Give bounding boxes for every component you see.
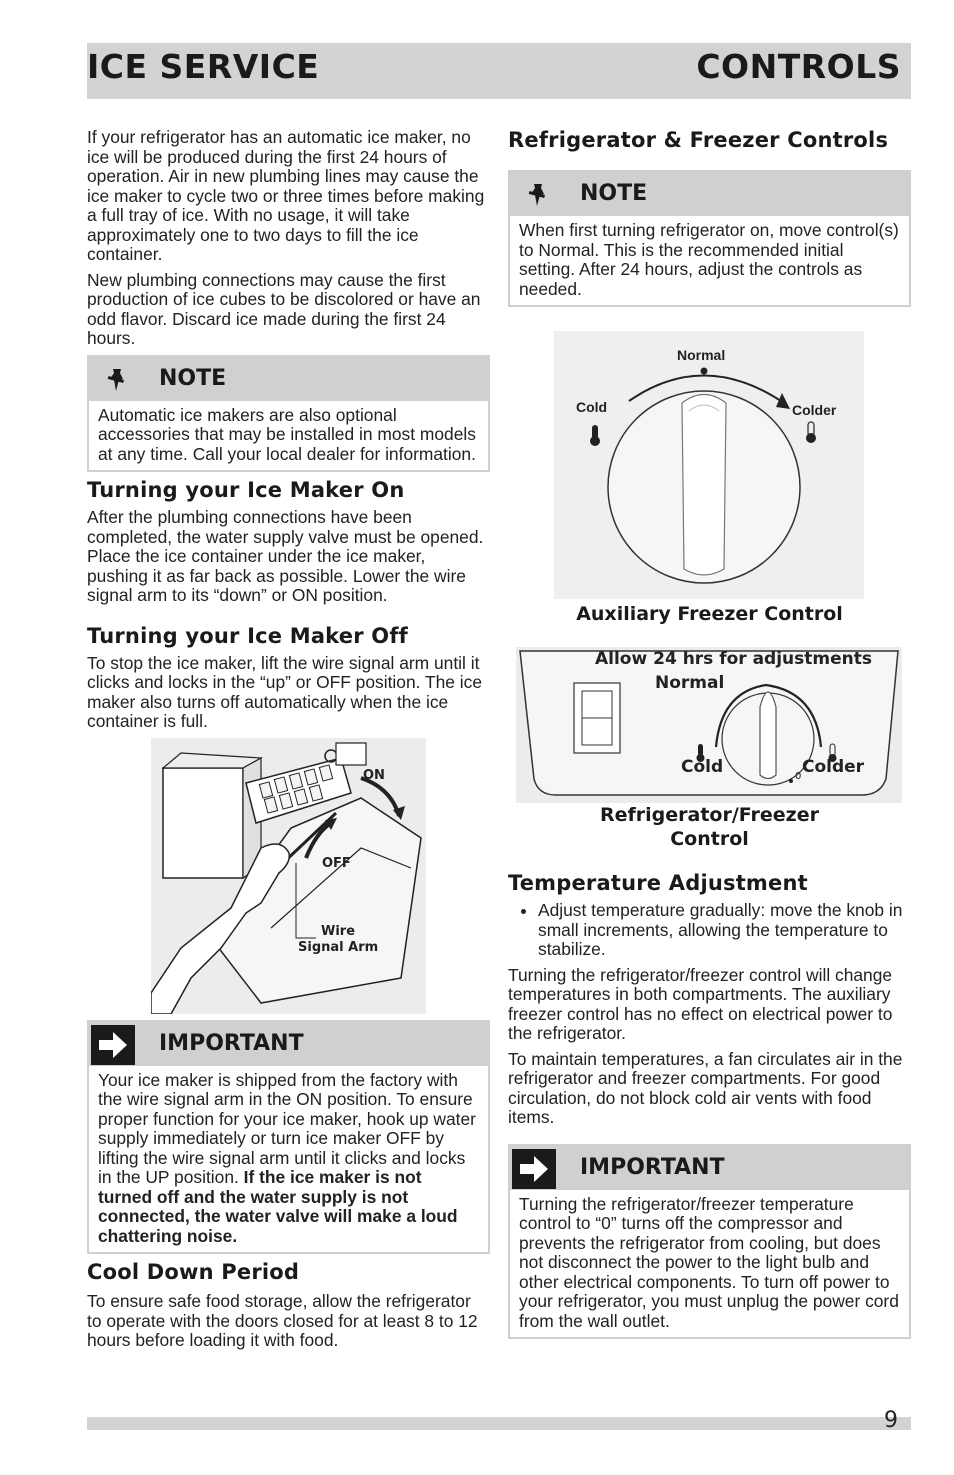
wire-label: Wire bbox=[321, 923, 356, 939]
intro-paragraph-1: If your refrigerator has an automatic ice maker, no ice will be produced during the first 24 hours of operation. Air in new plumbing lines may cause the ice maker to cycle two or three times before making a full tray of ice. With no usage, it will take approximately one to two days to fill the ice container. bbox=[87, 127, 485, 264]
temp-bullets bbox=[508, 901, 911, 960]
pushpin-icon bbox=[526, 182, 552, 210]
ref-freezer-dial-figure bbox=[516, 647, 902, 803]
note-label: NOTE bbox=[159, 365, 227, 391]
page-header bbox=[87, 43, 911, 99]
important-header bbox=[89, 1022, 488, 1066]
important-text-regular: Your ice maker is shipped from the factory with the wire signal arm in the ON position. To ensure proper function for your ice maker, hook up water supply immediately or turn ice maker OFF by lifting the wire signal arm until it clicks and locks in the UP position. bbox=[98, 1069, 476, 1187]
temp-adjust-heading: Temperature Adjustment bbox=[508, 871, 808, 895]
ref-freezer-dial-illustration bbox=[516, 647, 902, 803]
arrow-right-icon bbox=[512, 1149, 556, 1189]
ice-maker-off-text: To stop the ice maker, lift the wire signal arm until it clicks and locks in the “up” or OFF position. The ice maker also turns off automatically when the ice container is full. bbox=[87, 652, 482, 731]
important-header-controls bbox=[510, 1146, 909, 1190]
ref-caption-line-2: Control bbox=[670, 828, 749, 850]
important-text bbox=[89, 1066, 488, 1253]
cool-down-text: To ensure safe food storage, allow the refrigerator to operate with the doors closed for at least 8 to 12 hours before loading it with food. bbox=[87, 1291, 478, 1350]
aux-colder-label: Colder bbox=[792, 402, 837, 418]
footer-bar bbox=[87, 1417, 911, 1430]
right-column bbox=[508, 128, 911, 1339]
left-column bbox=[87, 128, 490, 1357]
aux-normal-label: Normal bbox=[677, 347, 726, 363]
note-header bbox=[89, 357, 488, 401]
intro-paragraph-2: New plumbing connections may cause the first production of ice cubes to be discolored or have an odd flavor. Discard ice made during the first 24 hours. bbox=[87, 269, 481, 348]
important-text-controls: Turning the refrigerator/freezer temperature control to “0” turns off the compressor and prevents the refrigerator from cooling, but does not disconnect the power to the light bulb and other electrical components. To turn off power to your refrigerator, you must unplug the power cord from the wall outlet. bbox=[519, 1193, 899, 1331]
signal-arm-label: Signal Arm bbox=[298, 939, 379, 955]
aux-caption: Auxiliary Freezer Control bbox=[576, 603, 843, 625]
ice-maker-on-heading: Turning your Ice Maker On bbox=[87, 478, 405, 502]
allow-24hrs-banner: Allow 24 hrs for adjustments bbox=[595, 649, 872, 669]
on-label: ON bbox=[363, 767, 385, 783]
note-header-controls bbox=[510, 172, 909, 216]
note-text: Automatic ice makers are also optional accessories that may be installed in most models at any time. Call your local dealer for information. bbox=[98, 404, 476, 464]
temp-paragraph-2: To maintain temperatures, a fan circulates air in the refrigerator and freezer compartments. For good circulation, do not block cold air vents with food items. bbox=[508, 1048, 903, 1127]
temp-paragraph-1: Turning the refrigerator/freezer control will change temperatures in both compartments. The auxiliary freezer control has no effect on electrical power to the refrigerator. bbox=[508, 964, 893, 1043]
note-box-controls bbox=[508, 170, 911, 307]
off-label: OFF bbox=[322, 855, 351, 871]
controls-heading: Refrigerator & Freezer Controls bbox=[508, 128, 889, 152]
auxiliary-dial-figure bbox=[554, 331, 864, 599]
ref-caption bbox=[508, 803, 911, 851]
note-label: NOTE bbox=[580, 181, 648, 206]
header-right-title: CONTROLS bbox=[696, 47, 901, 86]
ice-maker-off-heading: Turning your Ice Maker Off bbox=[87, 623, 409, 648]
page-number: 9 bbox=[884, 1408, 898, 1433]
ref-cold-label: Cold bbox=[681, 757, 724, 777]
header-left-title: ICE SERVICE bbox=[87, 47, 320, 86]
ice-maker-on-text: After the plumbing connections have been completed, the water supply valve must be opened. Place the ice container under the ice maker, pushing it as far back as possible. Lower the wire signal arm to its “down” or ON position. bbox=[87, 507, 484, 605]
temp-bullet-item: • Adjust temperature gradually: move the knob in small increments, allowing the temperature to stabilize. bbox=[538, 901, 911, 960]
ref-zero-label: 0 bbox=[795, 771, 802, 782]
arrow-right-icon bbox=[91, 1025, 135, 1065]
ref-caption-line-1: Refrigerator/Freezer bbox=[599, 804, 819, 826]
ice-maker-figure bbox=[151, 738, 426, 1014]
auxiliary-dial-illustration bbox=[554, 331, 864, 599]
important-label: IMPORTANT bbox=[159, 1030, 304, 1056]
aux-cold-label: Cold bbox=[576, 399, 608, 415]
cool-down-heading: Cool Down Period bbox=[87, 1260, 300, 1284]
important-box-controls bbox=[508, 1144, 911, 1340]
important-box-ice bbox=[87, 1020, 490, 1255]
pushpin-icon bbox=[105, 367, 131, 395]
ref-normal-label: Normal bbox=[655, 673, 725, 693]
note-box-ice bbox=[87, 355, 490, 473]
ref-colder-label: Colder bbox=[802, 757, 865, 777]
note-text-controls: When first turning refrigerator on, move control(s) to Normal. This is the recommended initial setting. After 24 hours, adjust the controls as needed. bbox=[519, 220, 899, 299]
important-text-bold: If the ice maker is not turned off and the water supply is not connected, the water valve will make a loud chattering noise. bbox=[98, 1167, 458, 1246]
important-label: IMPORTANT bbox=[580, 1154, 725, 1180]
